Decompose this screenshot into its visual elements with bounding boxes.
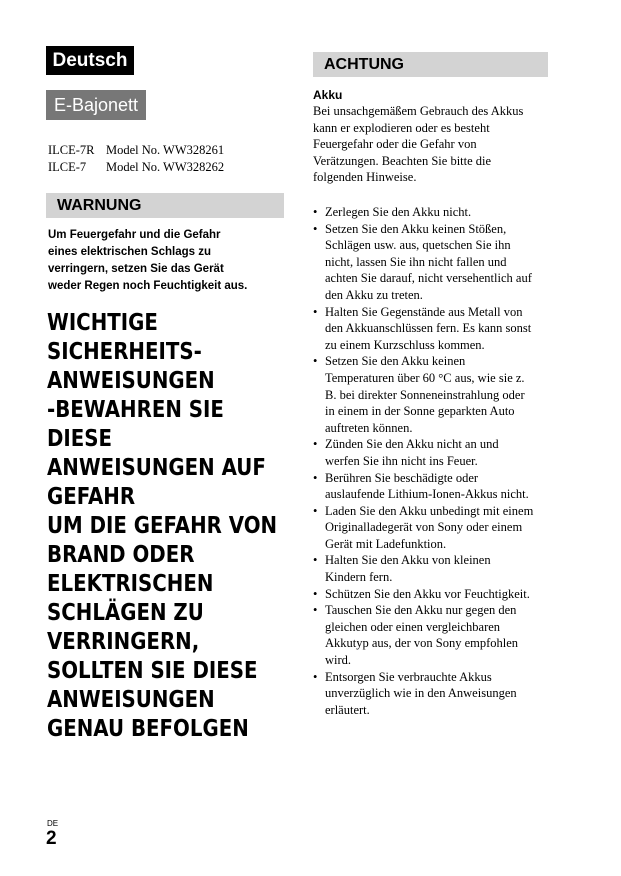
- bullet-line: auftreten können.: [325, 420, 413, 435]
- bullet-line: Akkutyp aus, der von Sony empfohlen: [325, 636, 519, 651]
- bullet-line: gleichen oder einen vergleichbaren: [325, 619, 501, 634]
- list-item: [313, 436, 558, 469]
- model-list: [48, 142, 224, 176]
- model-row: [48, 142, 224, 159]
- page-number: 2: [46, 828, 57, 849]
- bullet-line: Gerät mit Ladefunktion.: [325, 536, 447, 551]
- battery-intro: [313, 103, 551, 186]
- bullet-line: • Berühren Sie beschädigte oder: [325, 470, 479, 485]
- warning-text: [48, 227, 286, 295]
- model-code: ILCE-7: [48, 160, 87, 174]
- bullet-line: nicht, lassen Sie ihn nicht fallen und: [325, 254, 507, 269]
- bullet-line: Schlägen usw. aus, quetschen Sie ihn: [325, 238, 511, 253]
- intro-line: kann er explodieren oder es besteht: [313, 120, 490, 135]
- model-number: Model No. WW328261: [106, 143, 225, 157]
- battery-bullet-list: [313, 204, 558, 718]
- list-item: [313, 602, 558, 668]
- warning-line: verringern, setzen Sie das Gerät: [48, 263, 224, 275]
- bullet-line: • Halten Sie den Akku von kleinen: [325, 553, 491, 568]
- bullet-line: • Setzen Sie den Akku keinen: [325, 354, 466, 369]
- intro-line: folgenden Hinweise.: [313, 170, 417, 185]
- list-item: [313, 304, 558, 354]
- bullet-line: den Akku zu treten.: [325, 287, 423, 302]
- warning-title: WARNUNG: [46, 193, 284, 218]
- bullet-line: erläutert.: [325, 702, 370, 717]
- heading-line: ANWEISUNGEN: [47, 687, 215, 713]
- bullet-line: • Tauschen Sie den Akku nur gegen den: [325, 603, 517, 618]
- heading-line: ANWEISUNGEN: [47, 368, 215, 394]
- warning-line: eines elektrischen Schlags zu: [48, 246, 211, 258]
- heading-line: BRAND ODER: [47, 542, 195, 568]
- bullet-line: • Zerlegen Sie den Akku nicht.: [325, 205, 472, 219]
- heading-line: WICHTIGE: [47, 310, 158, 336]
- page-language-code: DE: [47, 819, 59, 828]
- model-code: ILCE-7R: [48, 143, 95, 157]
- list-item: [313, 669, 558, 719]
- bullet-line: auslaufende Lithium-Ionen-Akkus nicht.: [325, 487, 529, 502]
- safety-heading: [47, 309, 292, 744]
- bullet-line: unverzüglich wie in den Anweisungen: [325, 686, 517, 701]
- bullet-line: • Schützen Sie den Akku vor Feuchtigkeit.: [325, 586, 530, 601]
- bullet-line: wird.: [325, 653, 352, 668]
- bullet-line: • Laden Sie den Akku unbedingt mit einem: [325, 503, 534, 518]
- warning-line: weder Regen noch Feuchtigkeit aus.: [48, 280, 248, 292]
- heading-line: -BEWAHREN SIE: [47, 397, 224, 423]
- bullet-line: • Setzen Sie den Akku keinen Stößen,: [325, 221, 507, 236]
- bullet-line: B. bei direkter Sonneneinstrahlung oder: [325, 387, 525, 402]
- bullet-line: achten Sie darauf, nicht versehentlich auf: [325, 271, 532, 286]
- list-item: [313, 353, 558, 436]
- intro-line: Verätzungen. Beachten Sie bitte die: [313, 153, 492, 168]
- heading-line: GENAU BEFOLGEN: [47, 716, 249, 742]
- bullet-line: • Halten Sie Gegenstände aus Metall von: [325, 304, 523, 319]
- bullet-line: • Entsorgen Sie verbrauchte Akkus: [325, 669, 492, 684]
- bullet-line: zu einem Kurzschluss kommen.: [325, 337, 485, 352]
- heading-line: GEFAHR: [47, 484, 136, 510]
- model-number: Model No. WW328262: [106, 160, 225, 174]
- heading-line: DIESE: [47, 426, 113, 452]
- heading-line: ELEKTRISCHEN: [47, 571, 214, 597]
- bullet-line: • Zünden Sie den Akku nicht an und: [325, 437, 499, 452]
- list-item: [313, 221, 558, 304]
- warning-line: Um Feuergefahr und die Gefahr: [48, 229, 221, 241]
- heading-line: ANWEISUNGEN AUF: [47, 455, 266, 481]
- list-item: [313, 503, 558, 553]
- bullet-line: werfen Sie ihn nicht ins Feuer.: [325, 453, 478, 468]
- language-tab: Deutsch: [46, 46, 134, 75]
- bullet-line: Originalladegerät von Sony oder einem: [325, 520, 523, 535]
- mount-label: E-Bajonett: [46, 90, 146, 120]
- intro-line: Bei unsachgemäßem Gebrauch des Akkus: [313, 104, 524, 118]
- intro-line: Feuergefahr oder die Gefahr von: [313, 137, 477, 152]
- heading-line: SOLLTEN SIE DIESE: [47, 658, 258, 684]
- heading-line: UM DIE GEFAHR VON: [47, 513, 278, 539]
- list-item: [313, 552, 558, 585]
- battery-subtitle: Akku: [313, 88, 343, 102]
- bullet-line: Temperaturen über 60 °C aus, wie sie z.: [325, 370, 525, 385]
- list-item: [313, 586, 558, 603]
- heading-line: SCHLÄGEN ZU: [47, 600, 204, 626]
- list-item: [313, 204, 558, 221]
- bullet-line: Kindern fern.: [325, 570, 393, 585]
- attention-title: ACHTUNG: [313, 52, 548, 77]
- list-item: [313, 470, 558, 503]
- heading-line: SICHERHEITS-: [47, 339, 202, 365]
- bullet-line: den Akkuanschlüssen fern. Es kann sonst: [325, 321, 532, 336]
- heading-line: VERRINGERN,: [47, 629, 200, 655]
- model-row: [48, 159, 224, 176]
- bullet-line: in einem in der Sonne geparkten Auto: [325, 404, 515, 419]
